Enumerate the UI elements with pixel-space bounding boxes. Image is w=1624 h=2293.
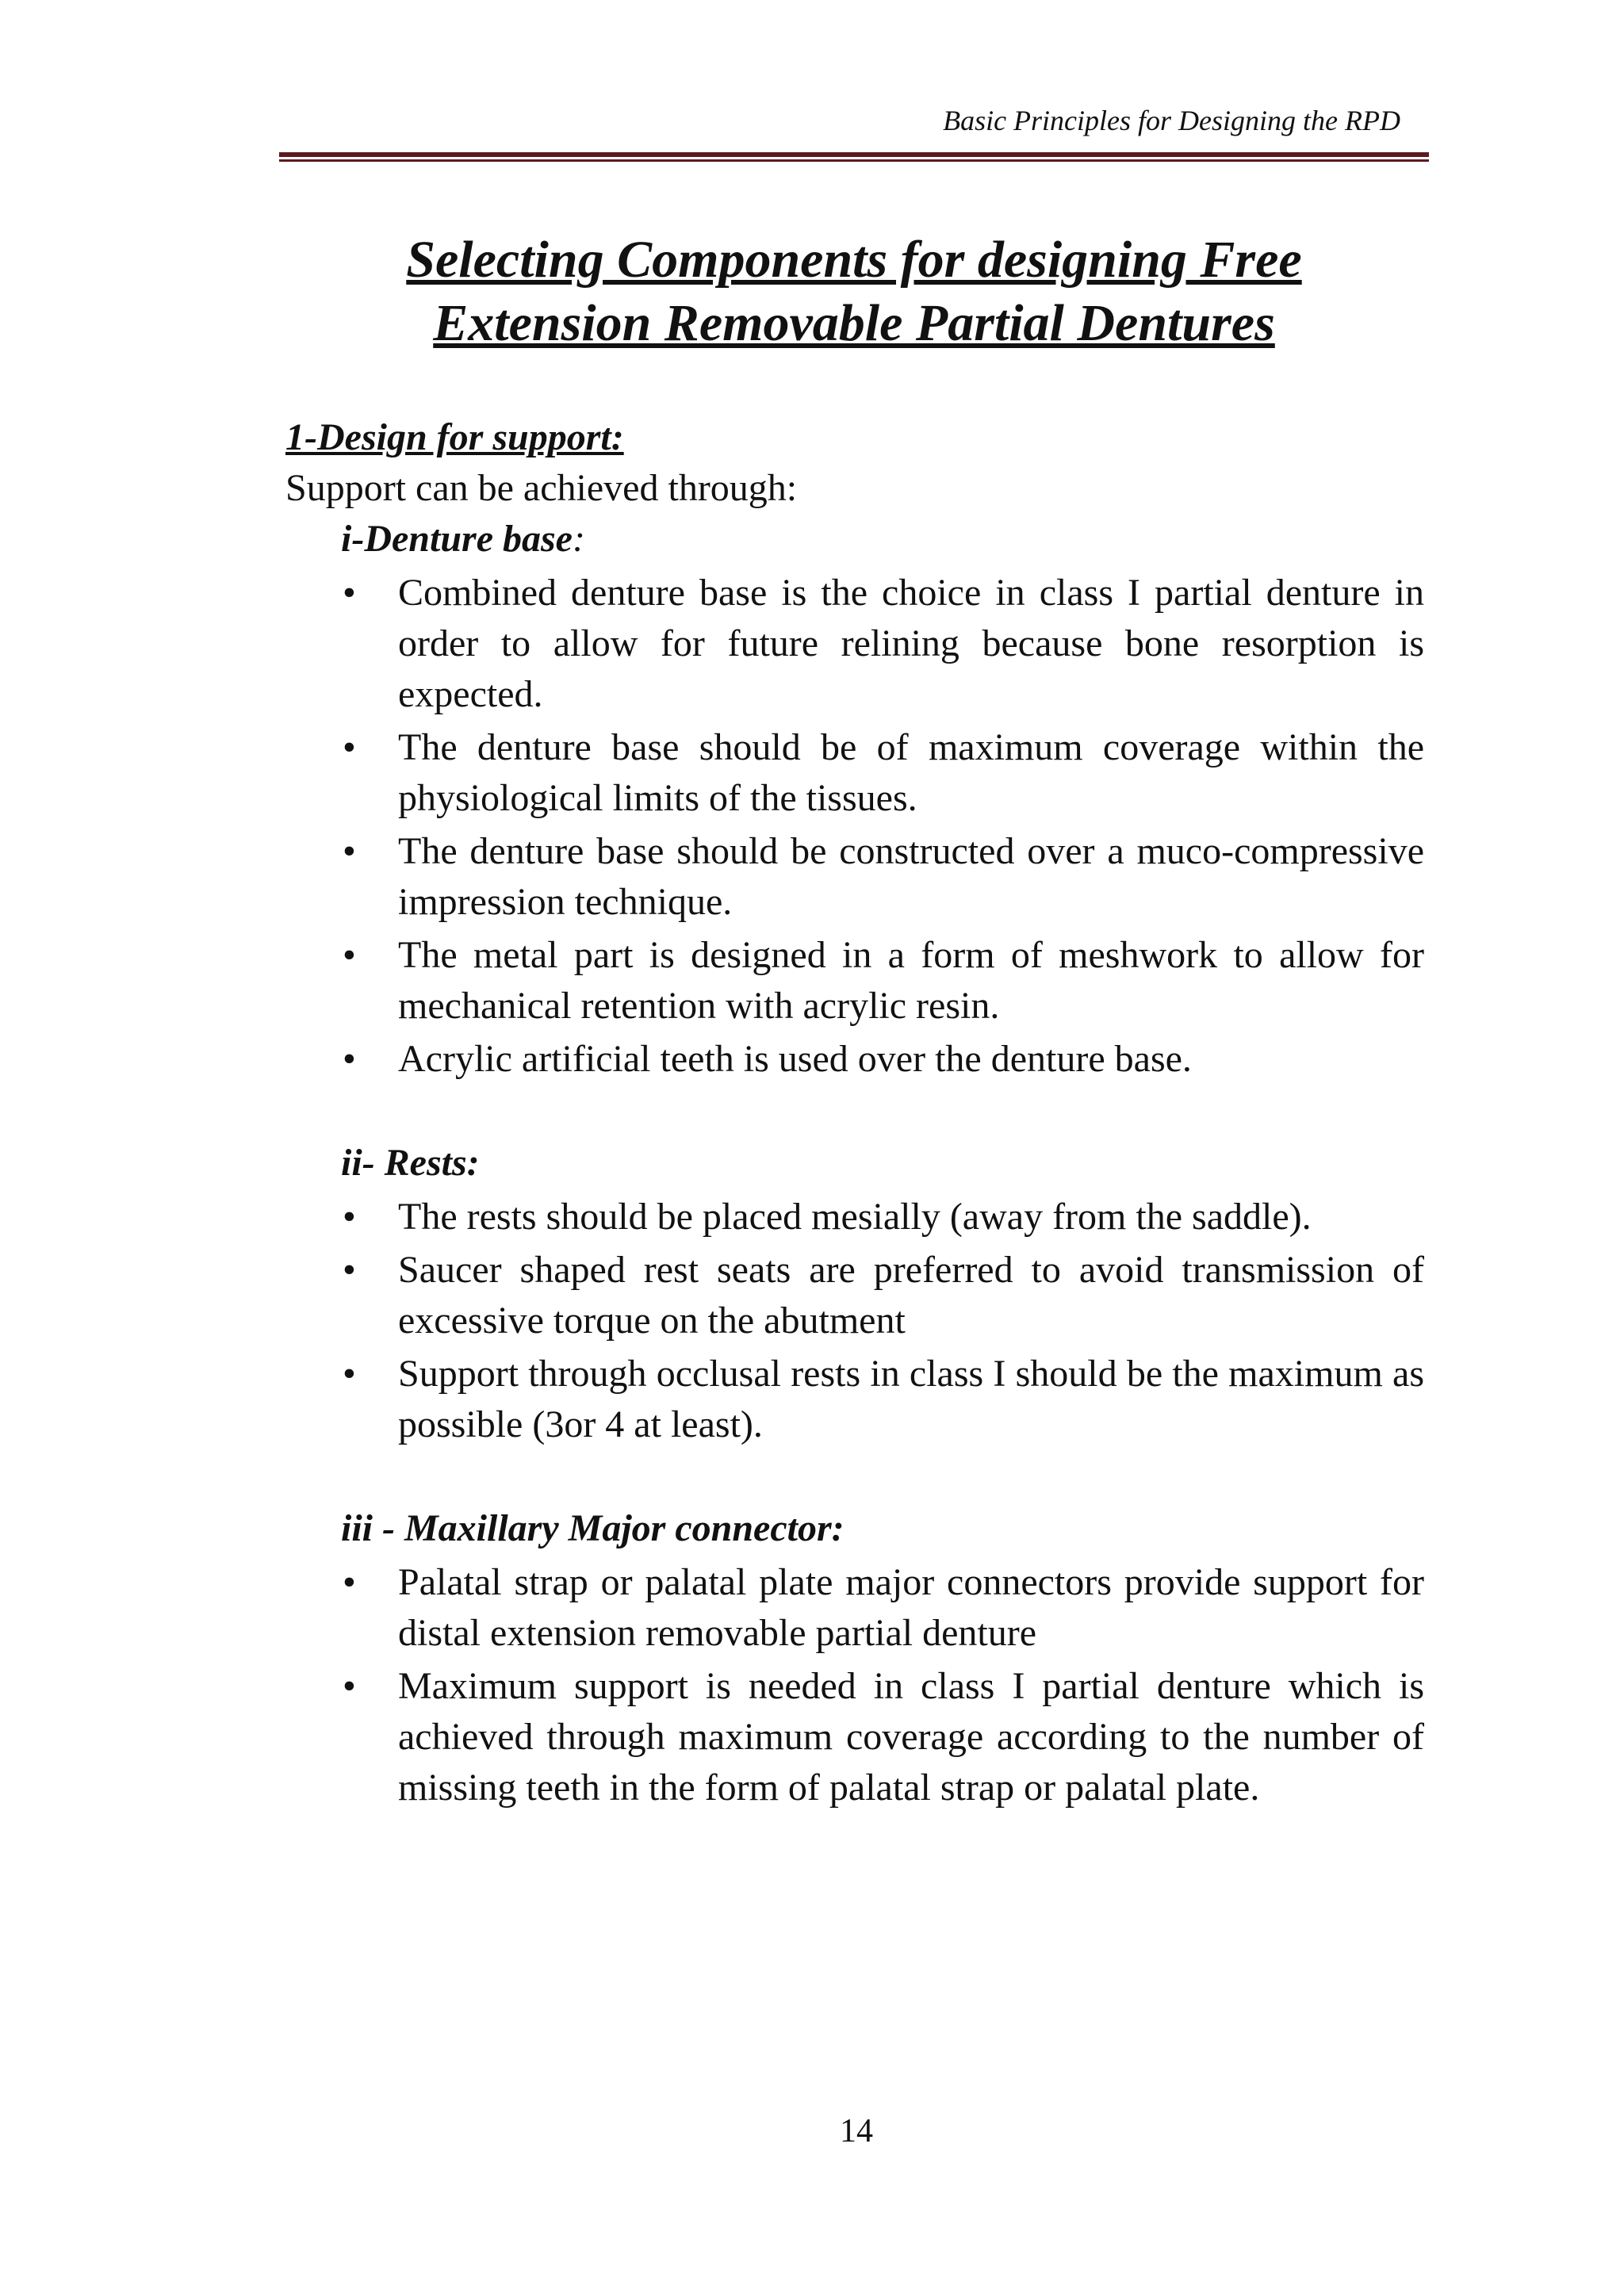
bullet-icon: • — [343, 934, 356, 976]
subsection-heading-major-connector: iii - Maxillary Major connector: — [341, 1507, 845, 1549]
page-title — [279, 228, 1429, 355]
list-item — [341, 930, 1424, 1032]
subsection-heading-colon: : — [572, 518, 585, 560]
bullet-icon: • — [343, 1665, 356, 1707]
subsection-heading-text: i-Denture base — [341, 518, 573, 560]
spacer — [285, 1087, 1424, 1138]
bullet-icon: • — [343, 1353, 356, 1395]
spacer — [285, 1453, 1424, 1503]
list-item-text: Maximum support is needed in class I partial denture which is achieved through maximum coverage according to the number of missing teeth in the form of palatal strap or palatal plate. — [398, 1665, 1424, 1809]
list-item — [341, 1034, 1424, 1085]
list-item — [341, 1245, 1424, 1346]
bullet-icon: • — [343, 726, 356, 768]
page-title-line-2: Extension Removable Partial Dentures — [433, 294, 1275, 352]
subsection-heading-denture-base — [341, 514, 1424, 565]
bullet-icon: • — [343, 1561, 356, 1603]
header-rule-thin — [279, 159, 1429, 162]
page-title-line-1: Selecting Components for designing Free — [406, 231, 1302, 289]
list-item-text: Saucer shaped rest seats are preferred to avoid transmission of excessive torque on the abutment — [398, 1249, 1424, 1342]
bullet-icon: • — [343, 1038, 356, 1080]
list-item — [341, 1557, 1424, 1659]
list-item-text: The denture base should be of maximum coverage within the physiological limits of the tissues. — [398, 726, 1424, 819]
page-number: 14 — [840, 2113, 873, 2149]
list-item-text: Acrylic artificial teeth is used over the denture base. — [398, 1038, 1192, 1080]
list-item — [341, 826, 1424, 928]
bullet-list-denture-base — [341, 568, 1424, 1085]
running-header: Basic Principles for Designing the RPD — [943, 105, 1400, 136]
list-item — [341, 722, 1424, 824]
bullet-icon: • — [343, 830, 356, 872]
section-heading: 1-Design for support: — [285, 416, 624, 458]
subsection-heading-rests: ii- Rests: — [341, 1142, 480, 1184]
list-item-text: Combined denture base is the choice in class I partial denture in order to allow for future relining because bone resorption is expected. — [398, 572, 1424, 715]
list-item — [341, 1661, 1424, 1813]
list-item-text: The metal part is designed in a form of meshwork to allow for mechanical retention with acrylic resin. — [398, 934, 1424, 1027]
bullet-list-major-connector — [341, 1557, 1424, 1813]
main-content — [285, 412, 1424, 1816]
bullet-icon: • — [343, 572, 356, 614]
list-item-text: Palatal strap or palatal plate major connectors provide support for distal extension removable partial denture — [398, 1561, 1424, 1654]
bullet-icon: • — [343, 1249, 356, 1291]
bullet-icon: • — [343, 1196, 356, 1238]
section-intro: Support can be achieved through: — [285, 467, 798, 509]
list-item — [341, 1192, 1424, 1242]
list-item-text: The denture base should be constructed over a muco-compressive impression technique. — [398, 830, 1424, 923]
list-item — [341, 1349, 1424, 1450]
header-rule — [279, 152, 1429, 157]
list-item-text: The rests should be placed mesially (away from the saddle). — [398, 1196, 1312, 1238]
list-item — [341, 568, 1424, 720]
list-item-text: Support through occlusal rests in class I should be the maximum as possible (3or 4 at least). — [398, 1353, 1424, 1445]
bullet-list-rests — [341, 1192, 1424, 1450]
